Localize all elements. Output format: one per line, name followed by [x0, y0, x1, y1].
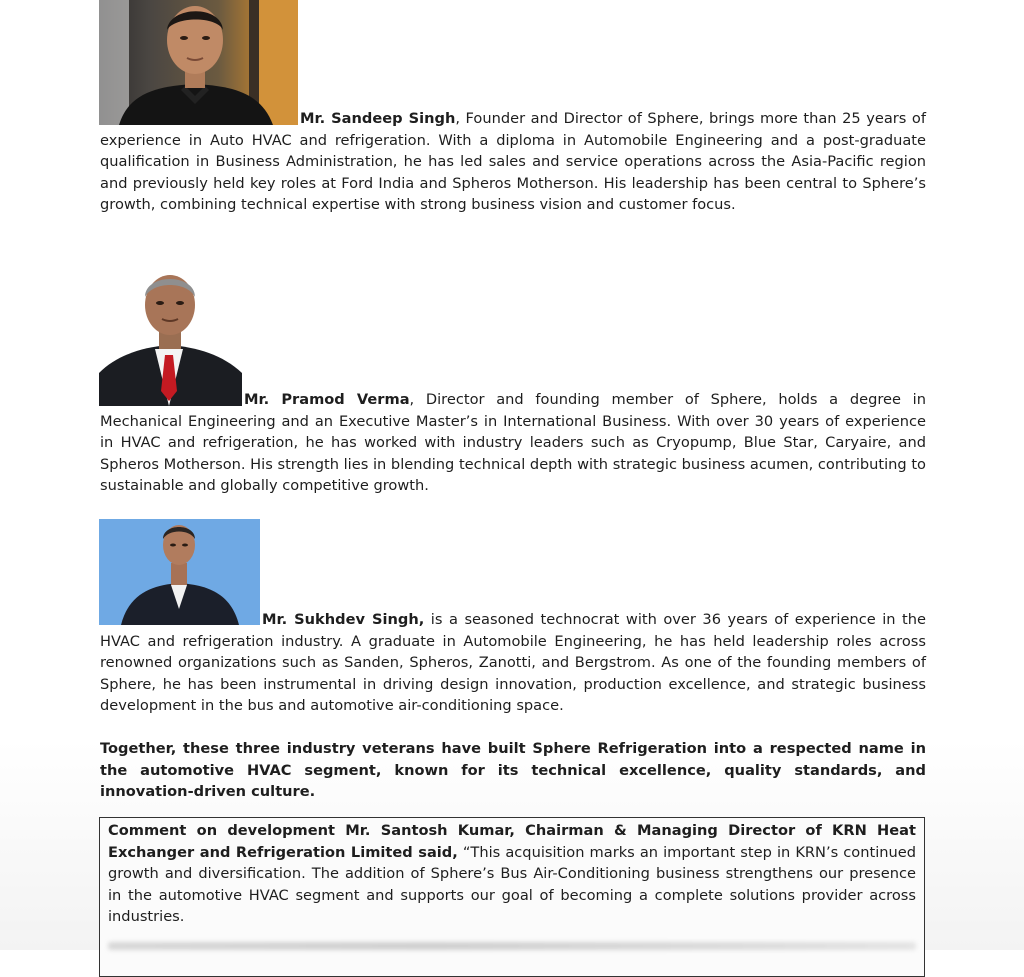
portrait-pramod-verma: [99, 269, 242, 406]
bio-name: Mr. Sukhdev Singh,: [262, 611, 425, 628]
summary-paragraph: Together, these three industry veterans have built Sphere Refrigeration into a respected name in the automotive HVAC segment, known for its technical excellence, quality standards, and innovation-driven culture.: [100, 740, 926, 801]
bio-sandeep-singh: [100, 108, 926, 216]
bio-name: Mr. Sandeep Singh: [300, 110, 456, 127]
bio-text: is a seasoned technocrat with over 36 years of experience in the HVAC and refrigeration industry. A graduate in Automobile Engineering, he has held leadership roles across renowned organizations such as Sanden, Spheros, Zanotti, and Bergstrom. As one of the founding members of Sphere, he has been instrumental in driving design innovation, production excellence, and strategic business development in the bus and automotive air-conditioning space.: [100, 611, 926, 715]
bio-text: , Founder and Director of Sphere, brings more than 25 years of experience in Auto HVAC and refrigeration. With a diploma in Automobile Engineering and a post-graduate qualification in Business Administration, he has led sales and service operations across the Asia-Pacific region and previously held key roles at Ford India and Spheros Motherson. His leadership has been central to Sphere’s growth, combining technical expertise with strong business vision and customer focus.: [100, 110, 926, 214]
bio-name: Mr. Pramod Verma: [244, 391, 410, 408]
cut-off-text-line: [108, 942, 916, 950]
portrait-sandeep-singh: [99, 0, 298, 125]
comment-quote: “This acquisition marks an important step in KRN’s continued growth and diversification. The addition of Sphere’s Bus Air-Conditioning business strengthens our presence in the automotive HVAC segment and supports our goal of becoming a complete solutions provider across industries.: [108, 843, 916, 926]
comment-paragraph: [108, 820, 916, 928]
bio-sukhdev-singh: [100, 609, 926, 717]
comment-lead: Comment on development Mr. Santosh Kumar, Chairman & Managing Director of KRN Heat Exchanger and Refrigeration Limited said,: [108, 822, 916, 861]
bio-pramod-verma: [100, 389, 926, 497]
bio-text: , Director and founding member of Sphere, holds a degree in Mechanical Engineering and an Executive Master’s in International Business. With over 30 years of experience in HVAC and refrigeration, he has worked with industry leaders such as Cryopump, Blue Star, Caryaire, and Spheros Motherson. His strength lies in blending technical depth with strategic business acumen, contributing to sustainable and globally competitive growth.: [100, 391, 926, 495]
comment-box: [99, 817, 925, 977]
